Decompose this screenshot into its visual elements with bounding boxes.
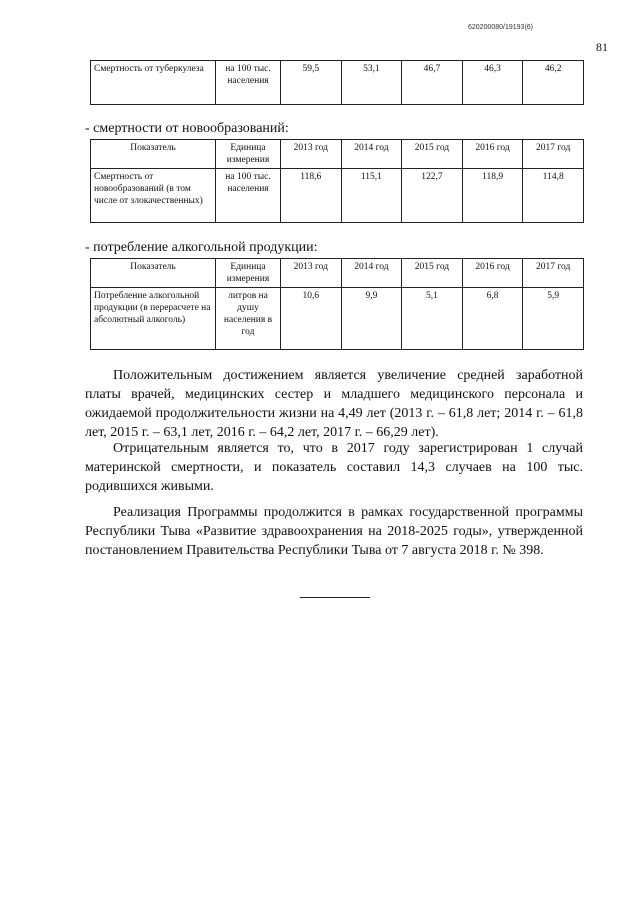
column-header: Показатель (91, 259, 216, 288)
page-number: 81 (596, 40, 608, 54)
column-header: 2016 год (462, 259, 523, 288)
unit-cell: на 100 тыс. населения (216, 61, 281, 105)
document-code: 620200080/19193(6) (468, 24, 534, 31)
value-cell: 115,1 (341, 169, 402, 223)
indicator-cell: Смертность от новообразований (в том числе от злокачественных) (91, 169, 216, 223)
paragraph-text: Реализация Программы продолжится в рамках государственной программы Республики Тыва «Развитие здравоохранения на 2018-2025 годы», утвержденной постановлением Правительства Республики Тыва от 7 августа 2018 г. № 398. (85, 505, 583, 558)
closing-rule (300, 597, 370, 598)
value-cell: 122,7 (402, 169, 463, 223)
tuberculosis-mortality-table (90, 60, 584, 105)
column-header: 2013 год (281, 140, 342, 169)
section-heading-alcohol: - потребление алкогольной продукции: (85, 240, 318, 255)
column-header: 2015 год (402, 140, 463, 169)
column-header: 2016 год (462, 140, 523, 169)
value-cell: 59,5 (281, 61, 342, 105)
unit-cell: литров на душу населения в год (216, 288, 281, 350)
column-header: 2014 год (341, 140, 402, 169)
paragraph-text: Отрицательным является то, что в 2017 году зарегистрирован 1 случай материнской смертности, и показатель составил 14,3 случаев на 100 тыс. родившихся живыми. (85, 441, 583, 494)
unit-cell: на 100 тыс. населения (216, 169, 281, 223)
column-header: Единица измерения (216, 140, 281, 169)
section-heading-neoplasms: - смертности от новообразований: (85, 121, 289, 136)
value-cell: 46,2 (523, 61, 584, 105)
value-cell: 114,8 (523, 169, 584, 223)
paragraph-achievements (85, 366, 583, 442)
column-header: 2017 год (523, 259, 584, 288)
column-header: 2013 год (281, 259, 342, 288)
value-cell: 46,7 (402, 61, 463, 105)
column-header: Единица измерения (216, 259, 281, 288)
indicator-cell: Потребление алкогольной продукции (в перерасчете на абсолютный алкоголь) (91, 288, 216, 350)
value-cell: 118,9 (462, 169, 523, 223)
value-cell: 10,6 (281, 288, 342, 350)
table-row (91, 288, 584, 350)
paragraph-text: Положительным достижением является увеличение средней заработной платы врачей, медицинских сестер и младшего медицинского персонала и ожидаемой продолжительности жизни на 4,49 лет (2013 г. – 61,8 лет; 2014 г. – 61,8 лет, 2015 г. – 63,1 лет, 2016 г. – 64,2 лет, 2017 г. – 66,29 лет). (85, 368, 583, 440)
column-header: 2017 год (523, 140, 584, 169)
value-cell: 5,9 (523, 288, 584, 350)
paragraph-program-continuation (85, 503, 583, 560)
table-row (91, 61, 584, 105)
column-header: 2015 год (402, 259, 463, 288)
table-row (91, 169, 584, 223)
alcohol-consumption-table (90, 258, 584, 350)
value-cell: 118,6 (281, 169, 342, 223)
value-cell: 5,1 (402, 288, 463, 350)
column-header: 2014 год (341, 259, 402, 288)
value-cell: 46,3 (462, 61, 523, 105)
value-cell: 6,8 (462, 288, 523, 350)
indicator-cell: Смертность от туберкулеза (91, 61, 216, 105)
value-cell: 53,1 (341, 61, 402, 105)
paragraph-negative (85, 439, 583, 496)
column-header: Показатель (91, 140, 216, 169)
table-header-row (91, 259, 584, 288)
neoplasm-mortality-table (90, 139, 584, 223)
table-header-row (91, 140, 584, 169)
value-cell: 9,9 (341, 288, 402, 350)
